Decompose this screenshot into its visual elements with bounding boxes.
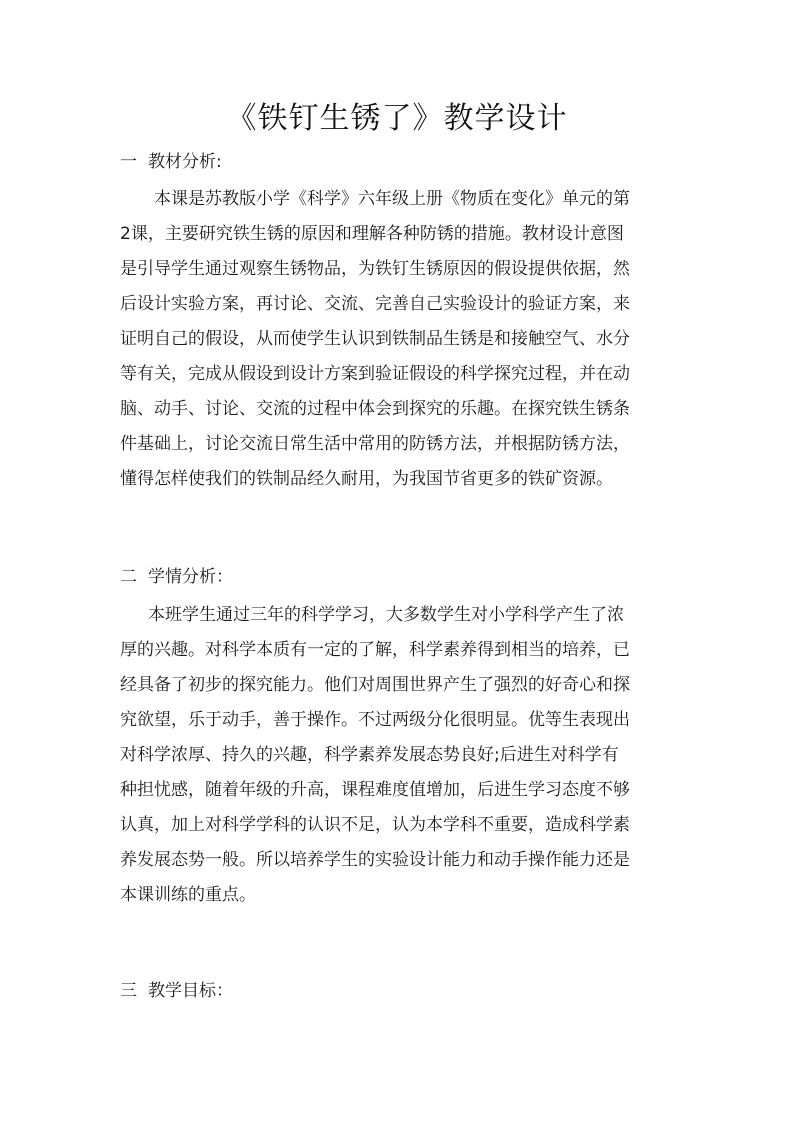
section-title: 学情分析： [148, 567, 233, 587]
paragraph-line: 本课是苏教版小学《科学》六年级上册《物质在变化》单元的第 [154, 189, 630, 209]
paragraph-line: 厚的兴趣。对科学本质有一定的了解，科学素养得到相当的培养，已 [120, 640, 630, 660]
paragraph-line: 2课，主要研究铁生锈的原因和理解各种防锈的措施。教材设计意图 [120, 224, 624, 244]
section-heading-1 [120, 150, 222, 174]
section-number: 一 [120, 152, 137, 172]
paragraph-line: 对科学浓厚、持久的兴趣，科学素养发展态势良好;后进生对科学有 [120, 745, 619, 765]
paragraph-line: 脑、动手、讨论、交流的过程中体会到探究的乐趣。在探究铁生锈条 [120, 399, 630, 419]
paragraph-line: 种担忧感，随着年级的升高，课程难度值增加，后进生学习态度不够 [120, 780, 630, 800]
paragraph-line: 养发展态势一般。所以培养学生的实验设计能力和动手操作能力还是 [120, 850, 630, 870]
paragraph-line: 件基础上，讨论交流日常生活中常用的防锈方法，并根据防锈方法， [120, 434, 630, 454]
section-paragraph-1 [120, 182, 680, 497]
paragraph-line: 证明自己的假设，从而使学生认识到铁制品生锈是和接触空气、水分 [120, 329, 630, 349]
paragraph-line: 本课训练的重点。 [120, 885, 256, 905]
section-number: 三 [120, 981, 137, 1001]
section-paragraph-2 [120, 598, 680, 913]
document-title: 《铁钉生锈了》教学设计 [226, 101, 568, 136]
paragraph-line: 认真，加上对科学学科的认识不足，认为本学科不重要，造成科学素 [120, 815, 630, 835]
paragraph-line: 懂得怎样使我们的铁制品经久耐用，为我国节省更多的铁矿资源。 [120, 469, 613, 489]
section-heading-3 [120, 979, 233, 1003]
paragraph-line: 等有关，完成从假设到设计方案到验证假设的科学探究过程，并在动 [120, 364, 630, 384]
paragraph-line: 本班学生通过三年的科学学习，大多数学生对小学科学产生了浓 [148, 605, 624, 625]
section-number: 二 [120, 567, 137, 587]
paragraph-line: 后设计实验方案，再讨论、交流、完善自己实验设计的验证方案，来 [120, 294, 630, 314]
paragraph-line: 是引导学生通过观察生锈物品，为铁钉生锈原因的假设提供依据，然 [120, 259, 630, 279]
section-title: 教材分析: [148, 152, 222, 172]
paragraph-line: 究欲望，乐于动手，善于操作。不过两级分化很明显。优等生表现出 [120, 710, 630, 730]
section-title: 教学目标： [148, 981, 233, 1001]
paragraph-line: 经具备了初步的探究能力。他们对周围世界产生了强烈的好奇心和探 [120, 675, 630, 695]
section-heading-2 [120, 565, 233, 589]
